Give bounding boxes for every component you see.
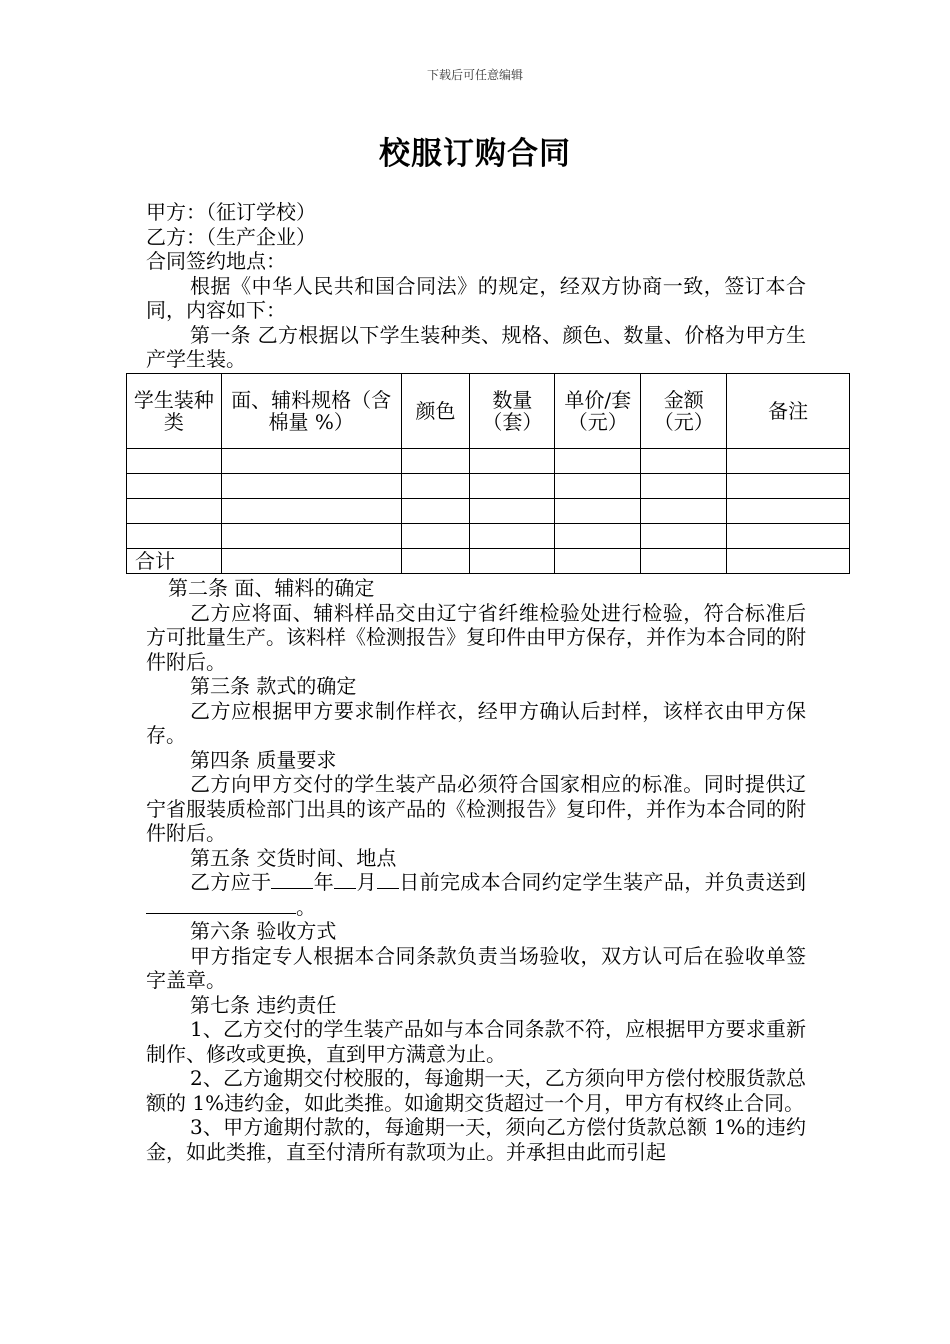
year-blank [271,870,313,889]
table-row [127,524,850,549]
table-row [127,449,850,474]
table-header-row [127,374,850,449]
article-2-body: 乙方应将面、辅料样品交由辽宁省纤维检验处进行检验，符合标准后方可批量生产。该料样《检测报告》复印件由甲方保存，并作为本合同的附件附后。 [146,600,806,674]
article-7-item-1: 1、乙方交付的学生装产品如与本合同条款不符，应根据甲方要求重新制作、修改或更换，直到甲方满意为止。 [146,1017,806,1066]
article-7-item-3: 3、甲方逾期付款的，每逾期一天，须向乙方偿付货款总额 1%的违约金，如此类推，直至付清所有款项为止。并承担由此而引起 [146,1115,806,1164]
table-header-cell: 单价/套（元） [555,374,641,449]
sign-place-line: 合同签约地点： [146,249,286,273]
article-4-title: 第四条 质量要求 [190,747,337,772]
article-6-body: 甲方指定专人根据本合同条款负责当场验收，双方认可后在验收单签字盖章。 [146,943,806,992]
table-header-cell: 颜色 [401,374,470,449]
day-blank [377,870,399,889]
table-row [127,474,850,499]
total-label: 合计 [127,549,222,574]
art5-text: 月 [356,870,377,894]
art5-text: 日前完成本合同约定学生装产品，并负责送到 [398,870,807,894]
table-header-cell: 面、辅料规格（含棉量 %） [221,374,401,449]
article-7-item-2: 2、乙方逾期交付校服的，每逾期一天，乙方须向甲方偿付校服货款总额的 1%违约金，如此类推。如逾期交货超过一个月，甲方有权终止合同。 [146,1066,806,1115]
specification-table [126,373,850,574]
article-6-title: 第六条 验收方式 [190,919,337,943]
header-note: 下载后可任意编辑 [426,68,523,82]
article-1: 第一条 乙方根据以下学生装种类、规格、颜色、数量、价格为甲方生产学生装。 [146,322,806,371]
table-header-cell: 备注 [727,374,850,449]
article-2-title: 第二条 面、辅料的确定 [168,576,375,600]
table-header-cell: 数量（套） [470,374,555,449]
document-title: 校服订购合同 [379,136,571,172]
delivery-place-blank [146,895,296,914]
contract-intro-section [146,200,806,372]
art5-text: 。 [296,894,316,919]
art5-text: 乙方应于 [190,870,272,894]
article-3-body: 乙方应根据甲方要求制作样衣，经甲方确认后封样，该样衣由甲方保存。 [146,698,806,747]
table-header-cell: 学生装种类 [127,374,222,449]
article-3-title: 第三条 款式的确定 [190,674,357,698]
article-7-title: 第七条 违约责任 [190,992,337,1017]
table-header-cell: 金额（元） [641,374,727,449]
party-a-line: 甲方：（征订学校） [146,200,316,224]
article-5-body [146,870,806,919]
article-4-body: 乙方向甲方交付的学生装产品必须符合国家相应的标准。同时提供辽宁省服装质检部门出具的该产品的《检测报告》复印件，并作为本合同的附件附后。 [146,772,806,845]
month-blank [334,870,356,889]
art5-text: 年 [313,870,335,894]
contract-articles-section [146,576,806,1164]
party-b-line: 乙方：（生产企业） [146,224,316,249]
article-5-title: 第五条 交货时间、地点 [190,845,397,870]
table-row [127,499,850,524]
table-total-row [127,549,850,574]
intro-paragraph: 根据《中华人民共和国合同法》的规定，经双方协商一致，签订本合同，内容如下： [146,273,806,322]
